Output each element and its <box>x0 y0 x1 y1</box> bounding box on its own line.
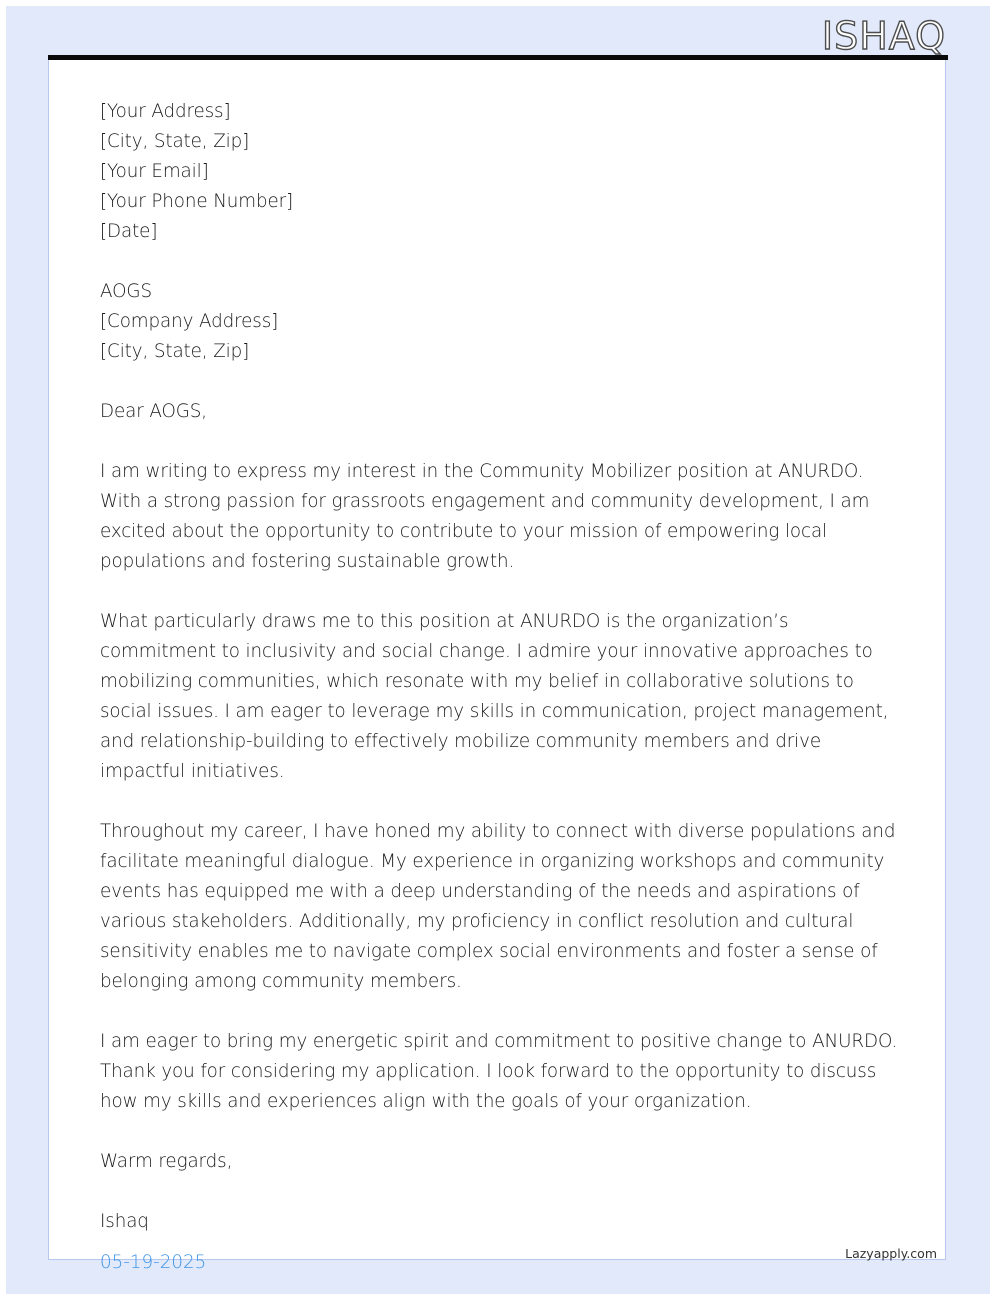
sender-email: [Your Email] <box>100 161 209 182</box>
body-paragraph: I am eager to bring my energetic spirit and commitment to positive change to ANURDO. Thank you for considering my application. I look forward to the opportunity to discuss how my skills and experiences align with the goals of your organization. <box>100 1031 898 1112</box>
body-paragraph: What particularly draws me to this position at ANURDO is the organization’s commitment to inclusivity and social change. I admire your innovative approaches to mobilizing communities, which resonate with my belief in collaborative solutions to social issues. I am eager to leverage my skills in communication, project management, and relationship-building to effectively mobilize community members and drive impactful initiatives. <box>100 611 889 782</box>
closing: Warm regards, <box>100 1151 233 1172</box>
recipient-company: AOGS <box>100 281 152 302</box>
sender-phone: [Your Phone Number] <box>100 191 294 212</box>
body-paragraph: I am writing to express my interest in the Community Mobilizer position at ANURDO. With a strong passion for grassroots engagement and community development, I am excited about the opportunity to contribute to your mission of empowering local populations and fostering sustainable growth. <box>100 461 870 572</box>
footer-site-link[interactable]: Lazyapply.com <box>845 1246 937 1261</box>
recipient-block <box>100 277 902 367</box>
body-paragraph: Throughout my career, I have honed my ability to connect with diverse populations and facilitate meaningful dialogue. My experience in organizing workshops and community events has equipped me with a deep understanding of the needs and aspirations of various stakeholders. Additionally, my proficiency in conflict resolution and cultural sensitivity enables me to navigate complex social environments and foster a sense of belonging among community members. <box>100 821 896 992</box>
sender-city-state-zip: [City, State, Zip] <box>100 131 250 152</box>
brand-name: ISHAQ <box>821 14 946 58</box>
header-rule <box>48 55 948 60</box>
cover-letter <box>100 97 902 1237</box>
sender-block <box>100 97 902 247</box>
recipient-address: [Company Address] <box>100 311 279 332</box>
signature-name: Ishaq <box>100 1211 149 1232</box>
recipient-city-state-zip: [City, State, Zip] <box>100 341 250 362</box>
date-stamp: 05-19-2025 <box>100 1252 207 1273</box>
sender-date: [Date] <box>100 221 158 242</box>
sender-address: [Your Address] <box>100 101 231 122</box>
salutation: Dear AOGS, <box>100 401 208 422</box>
